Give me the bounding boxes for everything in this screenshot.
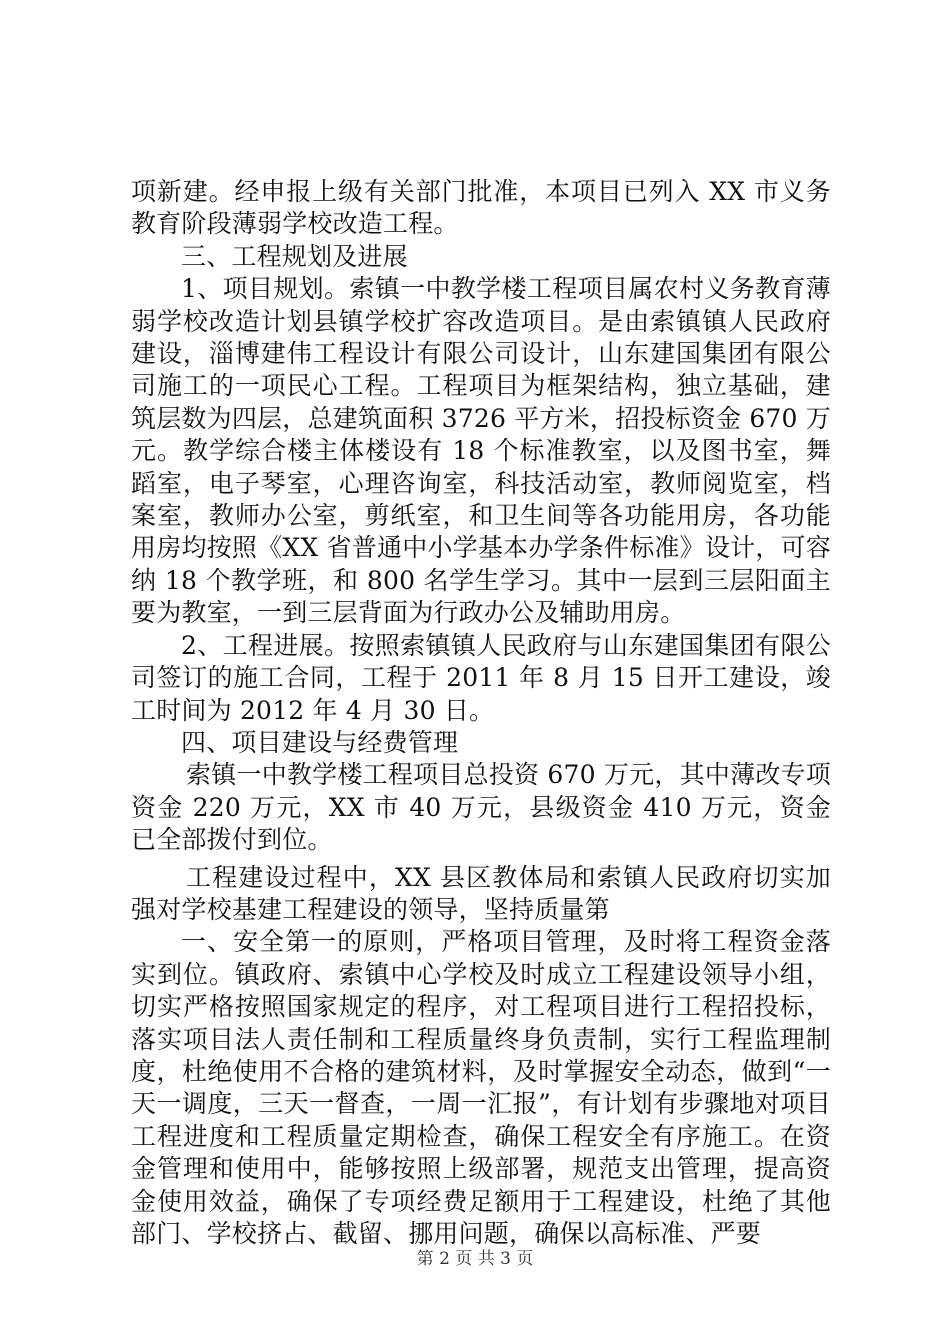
paragraph-project-planning: 1、项目规划。索镇一中教学楼工程项目属农村义务教育薄弱学校改造计划县镇学校扩容改造项目。是由索镇镇人民政府建设，淄博建伟工程设计有限公司设计，山东建国集团有限公司施工的一项民心工程。工程项目为框架结构，独立基础，建筑层数为四层，总建筑面积 3726 平方米，招投标资金 670 万元。教学综合楼主体楼设有 18 个标准教室，以及图书室，舞蹈室，电子琴室，心理咨询室，科技活动室，教师阅览室，档案室，教师办公室，剪纸室，和卫生间等各功能用房，各功能用房均按照《XX 省普通中小学基本办学条件标准》设计，可容纳 18 个教学班，和 800 名学生学习。其中一层到三层阳面主要为教室，一到三层背面为行政办公及辅助用房。 bbox=[131, 274, 831, 628]
document-body bbox=[131, 176, 831, 1250]
paragraph-project-progress: 2、工程进展。按照索镇镇人民政府与山东建国集团有限公司签订的施工合同，工程于 2011 年 8 月 15 日开工建设，竣工时间为 2012 年 4 月 30 日。 bbox=[131, 630, 831, 725]
paragraph-construction-process: 工程建设过程中，XX 县区教体局和索镇人民政府切实加强对学校基建工程建设的领导，坚持质量第 bbox=[131, 862, 831, 924]
paragraph-investment: 索镇一中教学楼工程项目总投资 670 万元，其中薄改专项资金 220 万元，XX 市 40 万元，县级资金 410 万元，资金已全部拨付到位。 bbox=[131, 760, 831, 855]
paragraph-project-approval: 项新建。经申报上级有关部门批准，本项目已列入 XX 市义务教育阶段薄弱学校改造工程。 bbox=[131, 177, 831, 239]
section-heading-planning: 三、工程规划及进展 bbox=[181, 241, 408, 271]
page-footer: 第 2 页 共 3 页 bbox=[416, 1249, 534, 1269]
section-heading-funding: 四、项目建设与经费管理 bbox=[181, 727, 459, 757]
paragraph-safety-principle: 一、安全第一的原则，严格项目管理，及时将工程资金落实到位。镇政府、索镇中心学校及时成立工程建设领导小组，切实严格按照国家规定的程序，对工程项目进行工程招投标，落实项目法人责任制和工程质量终身负责制，实行工程监理制度，杜绝使用不合格的建筑材料，及时掌握安全动态，做到“一天一调度，三天一督查，一周一汇报”，有计划有步骤地对项目工程进度和工程质量定期检查，确保工程安全有序施工。在资金管理和使用中，能够按照上级部署，规范支出管理，提高资金使用效益，确保了专项经费足额用于工程建设，杜绝了其他部门、学校挤占、截留、挪用问题，确保以高标准、严要 bbox=[131, 927, 831, 1248]
